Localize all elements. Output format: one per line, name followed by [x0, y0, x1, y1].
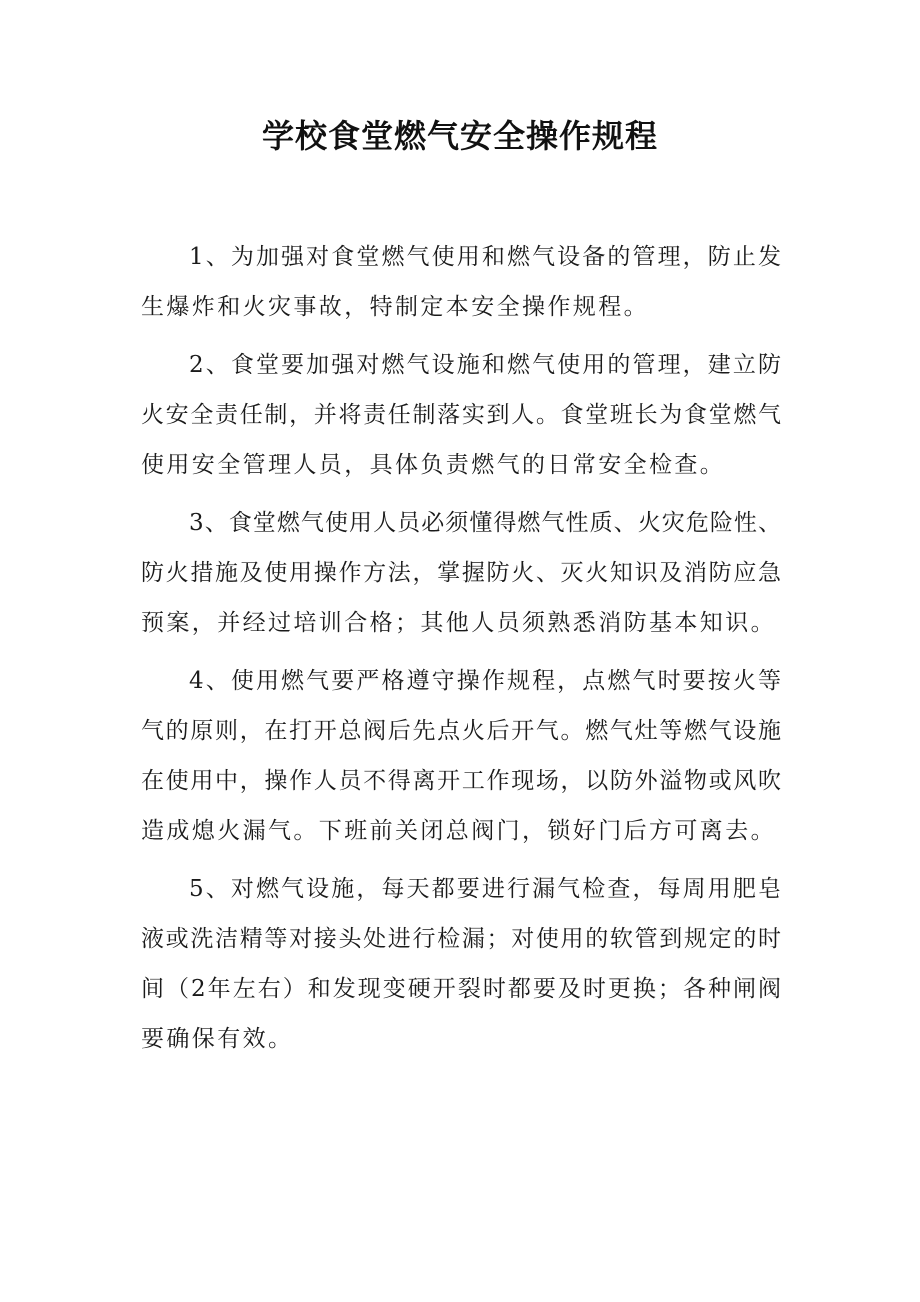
paragraph-line: 造成熄火漏气。下班前关闭总阀门，锁好门后方可离去。: [141, 818, 776, 844]
paragraph-line: 2、食堂要加强对燃气设施和燃气使用的管理，建立防: [189, 352, 781, 378]
paragraph-line: 生爆炸和火灾事故，特制定本安全操作规程。: [141, 294, 649, 320]
paragraph-line: 间（2年左右）和发现变硬开裂时都要及时更换；各种闸阀: [141, 976, 781, 1002]
paragraph-line: 防火措施及使用操作方法，掌握防火、灭火知识及消防应急: [141, 560, 781, 586]
paragraph-1: [141, 236, 781, 336]
paragraph-line: 3、食堂燃气使用人员必须懂得燃气性质、火灾危险性、: [189, 510, 781, 536]
paragraph-3: [141, 502, 781, 652]
paragraph-line: 5、对燃气设施，每天都要进行漏气检查，每周用肥皂: [189, 876, 781, 902]
document-body: [141, 236, 781, 1076]
paragraph-line: 要确保有效。: [141, 1026, 294, 1052]
paragraph-line: 预案，并经过培训合格；其他人员须熟悉消防基本知识。: [141, 610, 776, 636]
paragraph-5: [141, 868, 781, 1068]
paragraph-line: 在使用中，操作人员不得离开工作现场，以防外溢物或风吹: [141, 768, 781, 794]
paragraph-line: 火安全责任制，并将责任制落实到人。食堂班长为食堂燃气: [141, 402, 781, 428]
document-title: 学校食堂燃气安全操作规程: [261, 117, 658, 155]
paragraph-4: [141, 660, 781, 860]
paragraph-2: [141, 344, 781, 494]
paragraph-line: 4、使用燃气要严格遵守操作规程，点燃气时要按火等: [189, 668, 781, 694]
paragraph-line: 液或洗洁精等对接头处进行检漏；对使用的软管到规定的时: [141, 926, 781, 952]
paragraph-line: 气的原则，在打开总阀后先点火后开气。燃气灶等燃气设施: [141, 718, 781, 744]
paragraph-line: 使用安全管理人员，具体负责燃气的日常安全检查。: [141, 452, 726, 478]
paragraph-line: 1、为加强对食堂燃气使用和燃气设备的管理，防止发: [189, 244, 781, 270]
